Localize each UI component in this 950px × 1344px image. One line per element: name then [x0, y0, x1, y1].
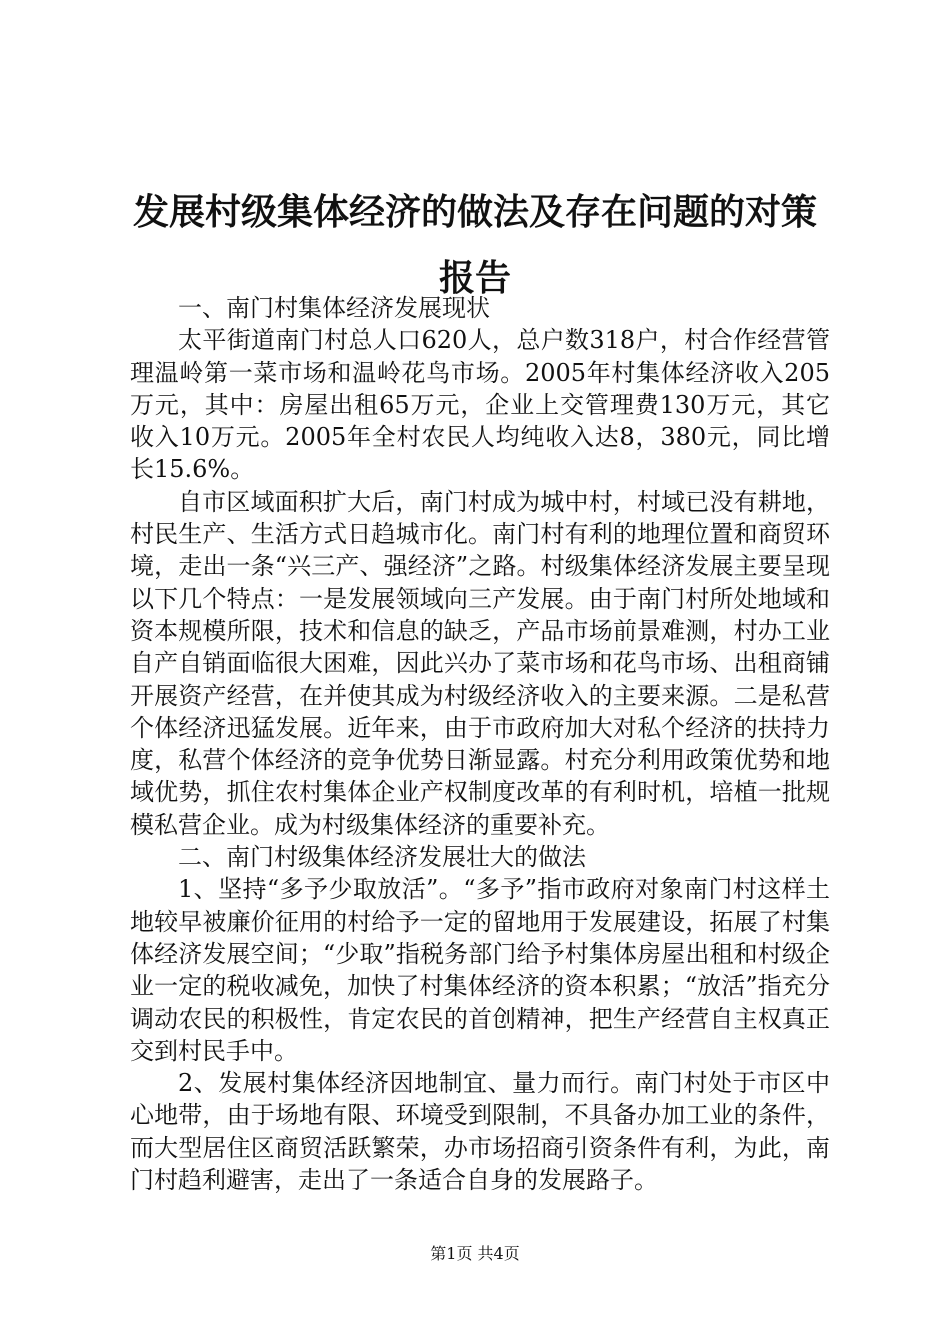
document-body — [130, 292, 830, 1196]
paragraph-status-overview: 太平街道南门村总人口620人，总户数318户，村合作经营管理温岭第一菜市场和温岭花鸟市场。2005年村集体经济收入205万元，其中：房屋出租65万元，企业上交管理费130万元，其它收入10万元。2005年全村农民人均纯收入达8，380元，同比增长15.6%。 — [130, 326, 830, 484]
document-title: 发展村级集体经济的做法及存在问题的对策报告 — [132, 192, 817, 299]
page-footer: 第1页 共4页 — [430, 1244, 520, 1263]
section-heading-1: 一、南门村集体经济发展现状 — [178, 294, 490, 322]
section-heading-2: 二、南门村级集体经济发展壮大的做法 — [178, 843, 586, 872]
paragraph-characteristics: 自市区域面积扩大后，南门村成为城中村，村域已没有耕地，村民生产、生活方式日趋城市化。南门村有利的地理位置和商贸环境，走出一条“兴三产、强经济”之路。村级集体经济发展主要呈现以下几个特点：一是发展领域向三产发展。由于南门村所处地域和资本规模所限，技术和信息的缺乏，产品市场前景难测，村办工业自产自销面临很大困难，因此兴办了菜市场和花鸟市场、出租商铺开展资产经营，在并使其成为村级经济收入的主要来源。二是私营个体经济迅猛发展。近年来，由于市政府加大对私个经济的扶持力度，私营个体经济的竞争优势日渐显露。村充分利用政策优势和地域优势，抓住农村集体企业产权制度改革的有利时机，培植一批规模私营企业。成为村级集体经济的重要补充。 — [130, 487, 830, 839]
paragraph-method-2: 2、发展村集体经济因地制宜、量力而行。南门村处于市区中心地带，由于场地有限、环境受到限制，不具备办加工业的条件，而大型居住区商贸活跃繁荣，办市场招商引资条件有利，为此，南门村趋利避害，走出了一条适合自身的发展路子。 — [130, 1069, 830, 1195]
paragraph-method-1: 1、坚持“多予少取放活”。“多予”指市政府对象南门村这样土地较早被廉价征用的村给予一定的留地用于发展建设，拓展了村集体经济发展空间；“少取”指税务部门给予村集体房屋出租和村级企业一定的税收减免，加快了村集体经济的资本积累；“放活”指充分调动农民的积极性，肯定农民的首创精神，把生产经营自主权真正交到村民手中。 — [130, 875, 830, 1065]
